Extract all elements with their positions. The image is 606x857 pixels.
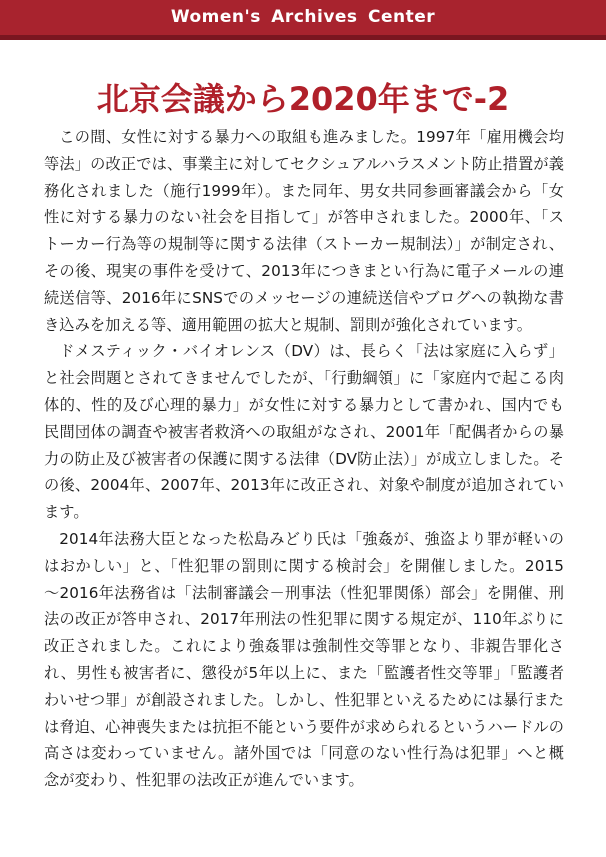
- header-bar: [0, 0, 606, 40]
- page-title: 北京会議から2020年まで-2: [96, 80, 510, 119]
- paragraph-domestic-violence: ドメスティック・バイオレンス（DV）は、長らく「法は家庭に入らず」と社会問題とされてきませんでしたが、「行動綱領」に「家庭内で起こる肉体的、性的及び心理的暴力」が女性に対する暴力として書かれ、国内でも民間団体の調査や被害者救済への取組がなされ、2001年「配偶者からの暴力の防止及び被害者の保護に関する法律（DV防止法）」が成立しました。その後、2004年、2007年、2013年に改正され、対象や制度が追加されています。: [44, 342, 564, 522]
- paragraph-violence-against-women: この間、女性に対する暴力への取組も進みました。1997年「雇用機会均等法」の改正では、事業主に対してセクシュアルハラスメント防止措置が義務化されました（施行1999年）。また同年、男女共同参画審議会から「女性に対する暴力のない社会を目指して」が答申されました。2000年、「ストーカー行為等の規制等に関する法律（ストーカー規制法）」が制定され、その後、現実の事件を受けて、2013年につきまとい行為に電子メールの連続送信等、2016年にSNSでのメッセージの連続送信やブログへの執拗な書き込みを加える等、適用範囲の拡大と規制、罰則が強化されています。: [44, 128, 564, 334]
- article-body: [44, 124, 564, 794]
- header-title: Women's Archives Center: [170, 6, 436, 27]
- paragraph-sexual-crime-law: 2014年法務大臣となった松島みどり氏は「強姦が、強盗より罪が軽いのはおかしい」と、「性犯罪の罰則に関する検討会」を開催しました。2015～2016年法務省は「法制審議会－刑事法（性犯罪関係）部会」を開催、刑法の改正が答申され、2017年刑法の性犯罪に関する規定が、110年ぶりに改正されました。これにより強姦罪は強制性交等罪となり、非親告罪化され、男性も被害者に、懲役が5年以上に、また「監護者性交等罪」「監護者わいせつ罪」が創設されました。しかし、性犯罪といえるためには暴行または脅迫、心神喪失または抗拒不能という要件が求められるというハードルの高さは変わっていません。諸外国では「同意のない性行為は犯罪」へと概念が変わり、性犯罪の法改正が進んでいます。: [44, 529, 564, 790]
